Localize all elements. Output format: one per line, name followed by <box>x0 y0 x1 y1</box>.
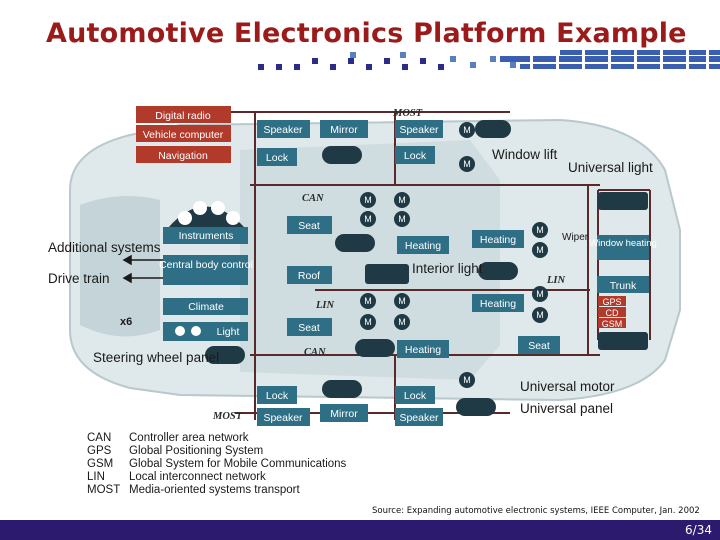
motor-node: M <box>536 289 544 299</box>
module-roof: Roof <box>297 270 321 282</box>
module-heating-4: Heating <box>404 344 442 356</box>
module-speaker-top-right: Speaker <box>399 124 439 136</box>
legend-abbr: GPS <box>87 445 112 457</box>
legend <box>87 432 346 497</box>
callout-additional-systems: Additional systems <box>48 240 161 255</box>
bus-label-most-top: MOST <box>393 108 423 119</box>
legend-desc: Media-oriented systems transport <box>129 484 300 496</box>
callout-x6: x6 <box>120 316 133 328</box>
module-cd: CD <box>605 308 619 318</box>
legend-desc: Local interconnect network <box>129 471 266 483</box>
motor-node: M <box>364 296 372 306</box>
module-lock-bottom-right: Lock <box>403 390 427 402</box>
legend-abbr: MOST <box>87 484 121 496</box>
motor-node: M <box>536 310 544 320</box>
legend-row <box>87 458 346 471</box>
legend-desc: Global System for Mobile Communications <box>129 458 347 470</box>
module-lock-top-left: Lock <box>265 152 289 164</box>
callout-universal-panel: Universal panel <box>520 401 614 416</box>
module-lock-top-right: Lock <box>403 150 427 162</box>
page-title: Automotive Electronics Platform Example <box>46 18 687 49</box>
wiper-label: Wiper <box>562 232 589 243</box>
motor-node: M <box>398 195 406 205</box>
module-window: Window heating <box>589 238 657 249</box>
motor-node: M <box>398 214 406 224</box>
module-mirror-bottom: Mirror <box>330 408 358 420</box>
motor-node: M <box>364 317 372 327</box>
left-modules <box>136 106 231 163</box>
module-digital-radio: Digital radio <box>155 110 211 122</box>
module-heating-3: Heating <box>479 298 517 310</box>
module-speaker-bottom-left: Speaker <box>263 412 303 424</box>
motor-node: M <box>463 375 471 385</box>
page-number: 6/34 <box>685 523 712 537</box>
bus-label-can-bottom: CAN <box>304 347 326 358</box>
footer-bar <box>0 520 720 540</box>
module-seat-2: Seat <box>298 322 320 334</box>
callout-universal-light: Universal light <box>568 160 653 175</box>
motor-node: M <box>364 214 372 224</box>
callout-window-lift: Window lift <box>492 147 558 162</box>
module-vehicle-computer: Vehicle computer <box>142 129 224 141</box>
motor-node: M <box>398 296 406 306</box>
legend-abbr: LIN <box>87 471 105 483</box>
motor-node: M <box>536 225 544 235</box>
module-navigation: Navigation <box>158 150 208 162</box>
module-seat-right: Seat <box>528 340 550 352</box>
module-instruments: Instruments <box>178 230 234 242</box>
module-light: Light <box>216 326 240 338</box>
bus-label-lin-right: LIN <box>547 275 566 286</box>
module-gps: GPS <box>602 297 622 307</box>
module-mirror-top: Mirror <box>330 124 358 136</box>
legend-row <box>87 471 346 484</box>
legend-abbr: GSM <box>87 458 114 470</box>
legend-desc: Global Positioning System <box>129 445 264 457</box>
callout-steering-wheel: Steering wheel panel <box>93 350 220 365</box>
legend-desc: Controller area network <box>129 432 249 444</box>
callout-interior-light: Interior light <box>412 261 483 276</box>
legend-row <box>87 432 346 445</box>
module-heating-2: Heating <box>479 234 517 246</box>
bus-label-most-bottom: MOST <box>213 411 243 422</box>
module-speaker-top-left: Speaker <box>263 124 303 136</box>
motor-node: M <box>364 195 372 205</box>
source-citation: Source: Expanding automotive electronic systems, IEEE Computer, Jan. 2002 <box>372 506 700 516</box>
legend-row <box>87 484 346 497</box>
callout-drive-train: Drive train <box>48 271 110 286</box>
module-central-body-control: Central body control <box>159 259 253 271</box>
motor-node: M <box>463 125 471 135</box>
module-seat-1: Seat <box>298 220 320 232</box>
motor-node: M <box>463 159 471 169</box>
motor-node: M <box>398 317 406 327</box>
module-climate: Climate <box>188 301 224 313</box>
module-gsm: GSM <box>601 319 623 329</box>
motor-node: M <box>536 245 544 255</box>
legend-abbr: CAN <box>87 432 112 444</box>
gps-cd-gsm-modules <box>598 296 626 329</box>
bus-label-lin-mid: LIN <box>316 300 335 311</box>
bus-label-can-top: CAN <box>302 193 324 204</box>
module-speaker-bottom-right: Speaker <box>399 412 439 424</box>
module-trunk: Trunk <box>609 280 637 292</box>
module-lock-bottom-left: Lock <box>265 390 289 402</box>
legend-row <box>87 445 346 458</box>
callout-universal-motor: Universal motor <box>520 379 615 394</box>
module-heating-1: Heating <box>404 240 442 252</box>
